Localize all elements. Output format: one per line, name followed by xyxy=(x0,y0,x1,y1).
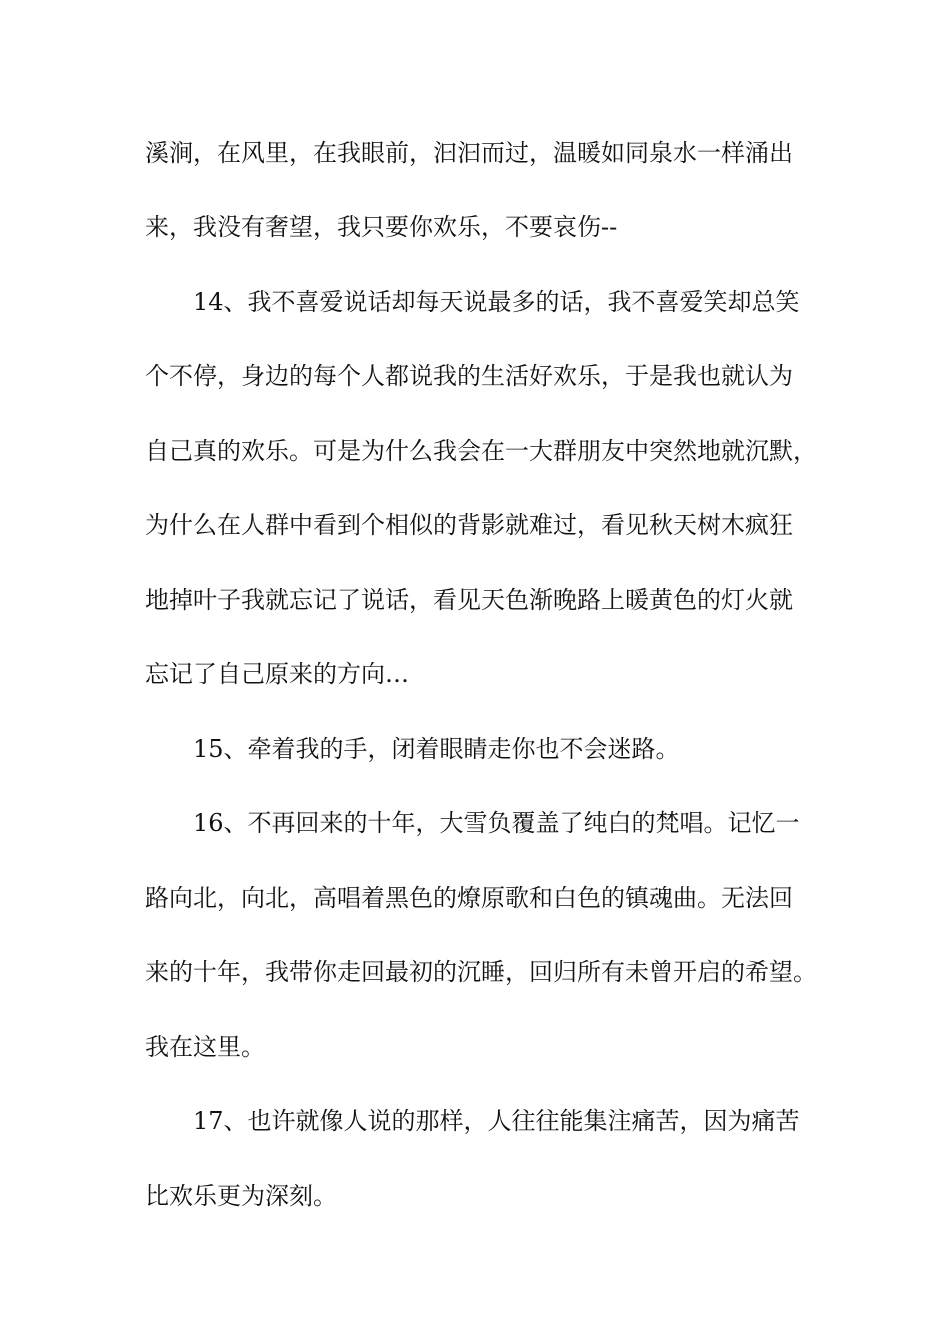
text-line: 个不停，身边的每个人都说我的生活好欢乐，于是我也就认为 xyxy=(145,362,793,390)
text-line: 自己真的欢乐。可是为什么我会在一大群朋友中突然地就沉默， xyxy=(145,437,817,465)
text-line: 来，我没有奢望，我只要你欢乐，不要哀伤-- xyxy=(145,213,618,241)
text-line: 17、也许就像人说的那样，人往往能集注痛苦，因为痛苦 xyxy=(193,1107,800,1135)
text-line: 15、牵着我的手，闭着眼睛走你也不会迷路。 xyxy=(193,735,680,763)
text-line: 路向北，向北，高唱着黑色的燎原歌和白色的镇魂曲。无法回 xyxy=(145,884,793,912)
text-line: 溪涧，在风里，在我眼前，汩汩而过，温暖如同泉水一样涌出 xyxy=(145,139,793,167)
text-line: 14、我不喜爱说话却每天说最多的话，我不喜爱笑却总笑 xyxy=(193,288,800,316)
text-line: 我在这里。 xyxy=(145,1033,265,1061)
text-line: 地掉叶子我就忘记了说话，看见天色渐晚路上暖黄色的灯火就 xyxy=(145,586,793,614)
text-line: 为什么在人群中看到个相似的背影就难过，看见秋天树木疯狂 xyxy=(145,511,793,539)
text-line: 比欢乐更为深刻。 xyxy=(145,1182,337,1210)
text-line: 16、不再回来的十年，大雪负覆盖了纯白的梵唱。记忆一 xyxy=(193,809,800,837)
text-line: 忘记了自己原来的方向… xyxy=(145,660,409,688)
text-line: 来的十年，我带你走回最初的沉睡，回归所有未曾开启的希望。 xyxy=(145,958,817,986)
